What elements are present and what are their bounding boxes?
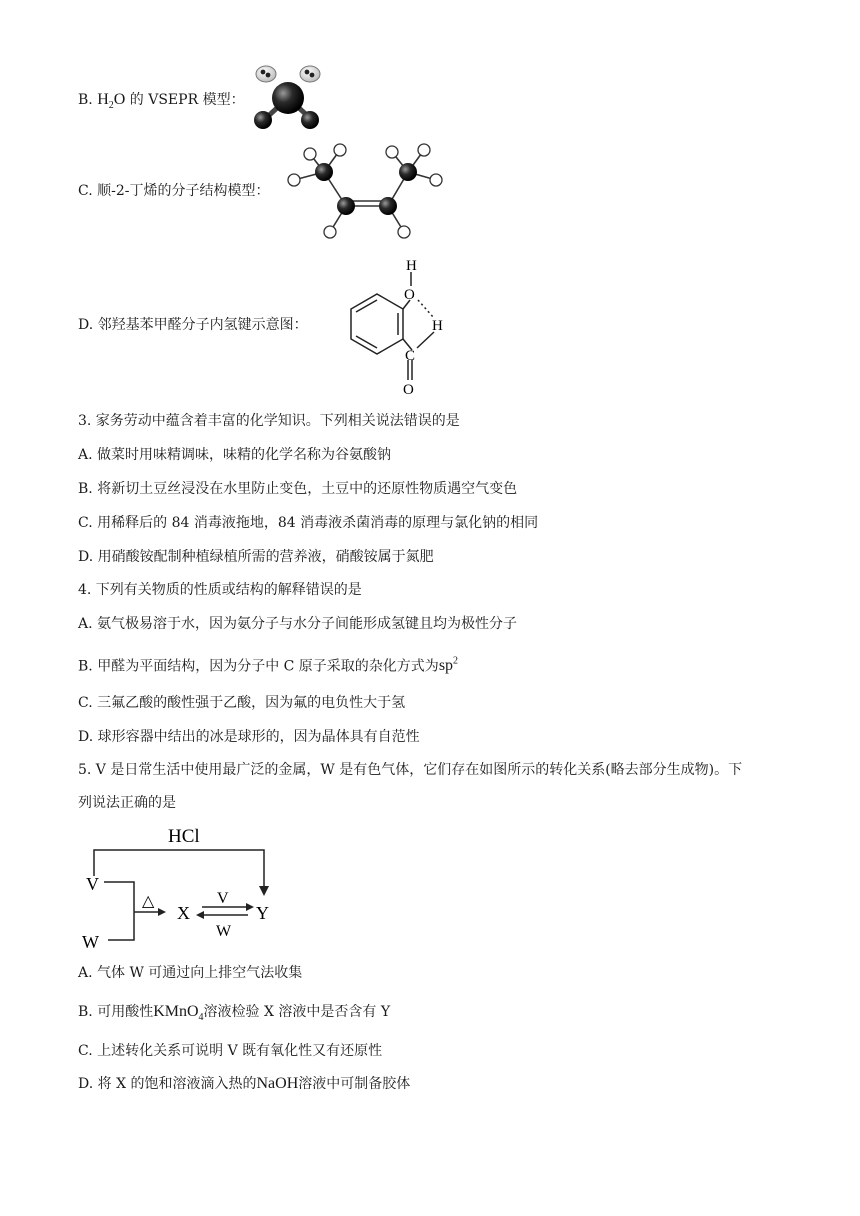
h2o-formula: $H_2O$ (97, 91, 126, 112)
q5-stem-line2: 列说法正确的是 (78, 795, 176, 811)
q3-option-b: B. 将新切土豆丝浸没在水里防止变色，土豆中的还原性物质遇空气变色 (78, 481, 518, 497)
h-top-label: H (406, 258, 417, 274)
q4-option-a: A. 氨气极易溶于水，因为氨分子与水分子间能形成氢键且均为极性分子 (78, 616, 518, 632)
q5-option-b: B. 可用酸性KMnO$_4$溶液检验 X 溶液中是否含有 Y (78, 1003, 391, 1024)
q4-option-b (78, 652, 458, 676)
hcl-label: HCl (168, 826, 200, 847)
q2-option-b (78, 90, 245, 116)
conversion-diagram (78, 822, 288, 952)
q3-option-c: C. 用稀释后的 84 消毒液拖地，84 消毒液杀菌消毒的原理与氯化钠的相同 (78, 515, 539, 531)
q5-option-c: C. 上述转化关系可说明 V 既有氧化性又有还原性 (78, 1043, 383, 1059)
x-label: X (177, 903, 190, 923)
kmno4-formula: KMnO$_4$ (153, 1003, 204, 1024)
q2-option-d: D. 邻羟基苯甲醛分子内氢键示意图： (78, 317, 308, 333)
q4-stem: 4. 下列有关物质的性质或结构的解释错误的是 (78, 582, 362, 598)
q5-option-d: D. 将 X 的饱和溶液滴入热的NaOH溶液中可制备胶体 (78, 1075, 411, 1092)
q3-stem: 3. 家务劳动中蕴含着丰富的化学知识。下列相关说法错误的是 (78, 413, 460, 429)
q3-option-d: D. 用硝酸铵配制种植绿植所需的营养液，硝酸铵属于氮肥 (78, 549, 434, 565)
c-label: C (405, 348, 416, 364)
cis-2-butene-model-figure (284, 140, 454, 240)
o-top-label: O (404, 287, 415, 303)
naoh-formula: NaOH (256, 1075, 299, 1092)
q5-stem-line1: 5. V 是日常生活中使用最广泛的金属，W 是有色气体，它们存在如图所示的转化关系(略去部分生成物)。下 (78, 762, 743, 778)
option-text: 的 VSEPR 模型： (129, 92, 245, 108)
q2-option-c: C. 顺-2-丁烯的分子结构模型： (78, 183, 270, 199)
heat-symbol: △ (142, 893, 155, 910)
q5-option-a: A. 气体 W 可通过向上排空气法收集 (78, 965, 303, 981)
h-right-label: H (432, 318, 443, 334)
o-bottom-label: O (403, 382, 414, 398)
sp2-formula: $sp^2$ (438, 656, 459, 675)
y-label: Y (256, 903, 269, 923)
salicylaldehyde-hbond-figure (322, 252, 462, 402)
arrow-top-label: V (217, 890, 229, 907)
q4-option-d: D. 球形容器中结出的冰是球形的，因为晶体具有自范性 (78, 729, 420, 745)
option-text: B. 甲醛为平面结构，因为分子中 C 原子采取的杂化方式为 (78, 658, 439, 675)
h2o-vsepr-model-figure (248, 62, 338, 142)
v-label: V (86, 874, 99, 894)
option-label: B. (78, 92, 93, 108)
arrow-bottom-label: W (216, 923, 232, 940)
q4-option-c: C. 三氟乙酸的酸性强于乙酸，因为氟的电负性大于氢 (78, 695, 406, 711)
w-label: W (82, 932, 99, 952)
q3-option-a: A. 做菜时用味精调味，味精的化学名称为谷氨酸钠 (78, 447, 392, 463)
